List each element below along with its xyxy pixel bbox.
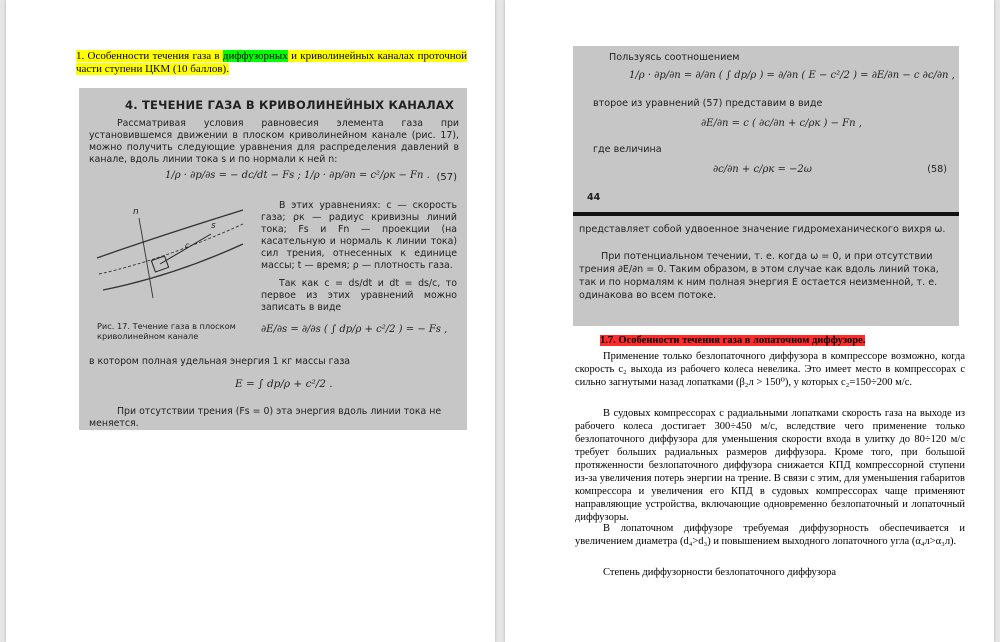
scan-paragraph-4: в котором полная удельная энергия 1 кг массы газа	[89, 356, 351, 367]
scan-equation-57: 1/ρ · ∂p/∂s = − dc/dt − Fs ; 1/ρ · ∂p/∂n = c²/ρк − Fn .	[165, 170, 430, 181]
body-text-1	[575, 350, 965, 389]
scan-paragraph-2: В этих уравнениях: c — скорость газа; ρк — радиус кривизны линий тока; Fs и Fn — проекции (на касательную и нормаль к линии тока) сил трения, отнесенных к единице массы; t — время; ρ — плотность газа.	[261, 200, 457, 271]
scan-equation-58-number: (58)	[927, 164, 947, 175]
scan-bottom-text-2: При потенциальном течении, т. е. когда ω = 0, и при отсутствии трения ∂E/∂n = 0. Таким образом, в этом случае как вдоль линий тока, так и по нормалям к ним полная энергия E остается неизменной, т. е. одинакова во всем потоке.	[579, 251, 939, 301]
scan-equation-57-number: (57)	[436, 172, 457, 183]
scanned-textbook-image	[79, 88, 467, 430]
body-text-2	[575, 407, 965, 524]
scan-equation-3: ∂c/∂n + c/ρк = −2ω	[713, 164, 812, 175]
scan-equation-1: 1/ρ · ∂p/∂n = ∂/∂n ( ∫ dp/ρ ) = ∂/∂n ( E − c²/2 ) = ∂E/∂n − c ∂c/∂n ,	[629, 70, 955, 81]
figure-caption: Рис. 17. Течение газа в плоском криволинейном канале	[97, 321, 236, 341]
task-heading-highlight: диффузорных	[222, 50, 288, 62]
scan-paragraph-1: Рассматривая условия равновесия элемента газа при установившемся движении в плоском криволинейном канале (рис. 17), можно получить следующие уравнения для распределения давлений в канале, вдоль линии тока s и по нормали к ней n:	[89, 118, 459, 165]
scan-line-1: Пользуясь соотношением	[609, 52, 740, 63]
scan-equation-dE: ∂E/∂s = ∂/∂s ( ∫ dp/ρ + c²/2 ) = − Fs ,	[261, 324, 448, 335]
scan-line-2: второе из уравнений (57) представим в виде	[593, 98, 823, 109]
scan-paragraph-3: Так как c = ds/dt и dt = ds/c, то первое из этих уравнений можно записать в виде	[261, 278, 457, 313]
paragraph-2: В судовых компрессорах с радиальными лопатками скорость газа на выходе из рабочего колеса достигает 300÷450 м/с, вследствие чего применение только безлопаточного диффузора для уменьшения скорости входа в улитку до 80÷120 м/с требует больших радиальных размеров диффузора. Кроме того, при большой протяженности безлопаточного диффузора снижается КПД компрессорной ступени из-за увеличения потерь энергии на трение. В связи с этим, для уменьшения габаритов компрессора и увеличения его КПД в судовых компрессорах чаще применяют направляющие устройства, включающие одновременно безлопаточный и лопаточный диффузоры.	[575, 408, 965, 523]
scan-bottom-text: представляет собой удвоенное значение гидромеханического вихря ω.	[579, 224, 946, 235]
scan-page-number: 44	[587, 192, 601, 203]
task-heading	[76, 50, 467, 76]
scanned-textbook-image-top	[573, 46, 959, 216]
scan-equation-2: ∂E/∂n = c ( ∂c/∂n + c/ρк ) − Fn ,	[701, 118, 862, 129]
svg-text:n: n	[133, 207, 139, 217]
scan-paragraph-5: При отсутствии трения (Fs = 0) эта энергия вдоль линии тока не меняется.	[89, 406, 442, 429]
svg-text:s: s	[211, 221, 216, 231]
task-heading-text-1: 1. Особенности течения газа в	[76, 50, 223, 62]
paragraph-4: Степень диффузорности безлопаточного диффузора	[603, 567, 837, 578]
scan-section-title: 4. ТЕЧЕНИЕ ГАЗА В КРИВОЛИНЕЙНЫХ КАНАЛАХ	[125, 98, 455, 112]
paragraph-1: Применение только безлопаточного диффузора в компрессоре возможно, когда скорость c₂ выхода из рабочего колеса невелика. Это имеет место в компрессорах с сильно загнутыми назад лопатками (β₂л > 150⁰), у которых c₂=150÷200 м/с.	[575, 351, 965, 388]
scan-equation-E: E = ∫ dp/ρ + c²/2 .	[235, 378, 333, 390]
svg-text:c: c	[185, 241, 190, 250]
task-heading-text-2: и криволинейных каналах проточной части ступени ЦКМ (10 баллов).	[76, 50, 467, 75]
paragraph-3: В лопаточном диффузоре требуемая диффузорность обеспечивается и увеличением диаметра (d₄>d₃) и повышением выходного лопаточного угла (α₄л>α₃л).	[575, 523, 965, 547]
scan-line-3: где величина	[593, 144, 662, 155]
section-heading: 1.7. Особенности течения газа в лопаточном диффузоре.	[600, 335, 866, 346]
document-page-left	[6, 0, 495, 642]
body-text-3	[575, 522, 965, 548]
scanned-textbook-image-bottom	[573, 216, 959, 326]
document-page-right	[505, 0, 994, 642]
curved-channel-diagram	[93, 198, 253, 316]
body-text-4	[575, 566, 965, 579]
